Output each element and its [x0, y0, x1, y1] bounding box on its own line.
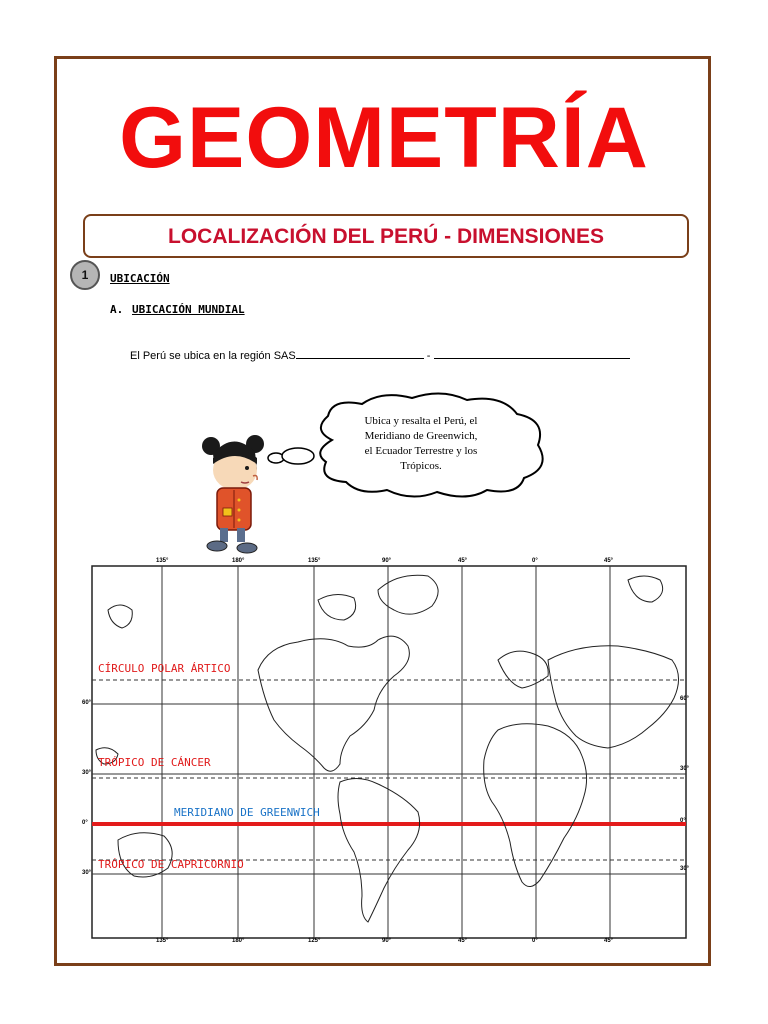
page-title: GEOMETRÍA	[119, 90, 649, 186]
section-heading: UBICACIÓN	[110, 272, 170, 285]
right-degree-label: 0°	[680, 818, 686, 824]
left-degree-label: 0°	[82, 820, 88, 826]
top-degree-label: 45°	[604, 558, 614, 564]
fill-in-prompt	[130, 347, 630, 362]
right-degree-label: 60°	[680, 696, 690, 702]
left-degree-label: 60°	[82, 700, 92, 706]
bottom-degree-label: 180°	[232, 938, 245, 944]
thought-bubble-text	[336, 414, 506, 474]
bubble-line-3: el Ecuador Terrestre y los	[364, 445, 478, 457]
prompt-separator: -	[423, 350, 434, 362]
bottom-degree-label: 45°	[604, 938, 614, 944]
greenwich-label: MERIDIANO DE GREENWICH	[174, 806, 320, 819]
bubble-line-1: Ubica y resalta el Perú, el	[364, 415, 478, 427]
tropic-cancer-label: TRÓPICO DE CÁNCER	[98, 756, 211, 769]
arctic-circle-label: CÍRCULO POLAR ÁRTICO	[98, 662, 231, 675]
subsection-heading: UBICACIÓN MUNDIAL	[132, 303, 245, 316]
right-degree-label: 30°	[680, 866, 690, 872]
world-map	[78, 550, 700, 950]
bottom-degree-label: 45°	[458, 938, 468, 944]
subsection-letter: A.	[110, 303, 124, 316]
top-degree-label: 180°	[232, 558, 245, 564]
bottom-degree-label: 135°	[156, 938, 169, 944]
tropic-capricorn-label: TRÓPICO DE CAPRICORNIO	[98, 858, 244, 871]
right-degree-label: 30°	[680, 766, 690, 772]
left-degree-label: 30°	[82, 770, 92, 776]
top-degree-label: 135°	[308, 558, 321, 564]
top-degree-label: 90°	[382, 558, 392, 564]
page-subtitle: LOCALIZACIÓN DEL PERÚ - DIMENSIONES	[168, 225, 604, 248]
bubble-line-4: Trópicos.	[400, 460, 442, 472]
bottom-degree-label: 125°	[308, 938, 321, 944]
bottom-degree-label: 90°	[382, 938, 392, 944]
left-degree-label: 30°	[82, 870, 92, 876]
answer-blank-1[interactable]	[296, 347, 424, 359]
section-number-badge: 1	[70, 260, 100, 290]
world-map-graphic	[78, 550, 700, 950]
subtitle-box	[83, 214, 689, 258]
top-degree-label: 45°	[458, 558, 468, 564]
top-degree-label: 0°	[532, 558, 538, 564]
bottom-degree-label: 0°	[532, 938, 538, 944]
bubble-line-2: Meridiano de Greenwich,	[364, 430, 478, 442]
prompt-text: El Perú se ubica en la región SAS	[130, 350, 296, 362]
top-degree-label: 135°	[156, 558, 169, 564]
answer-blank-2[interactable]	[434, 347, 630, 359]
